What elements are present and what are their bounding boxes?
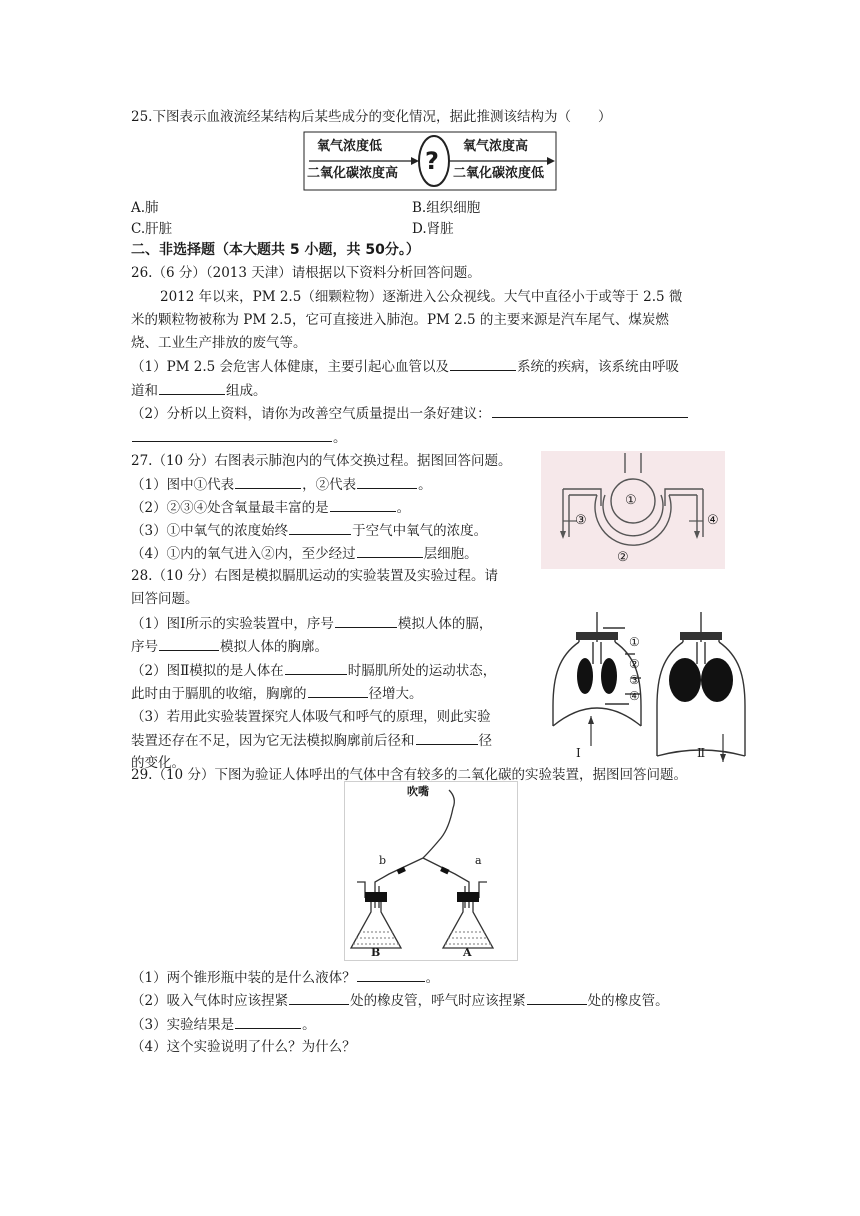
q25-option-c: C.肝脏 bbox=[131, 221, 173, 237]
q27-s4b: 层细胞。 bbox=[423, 546, 478, 562]
answer-blank[interactable] bbox=[357, 544, 423, 558]
fig-label-A: A bbox=[463, 946, 472, 959]
q26-sub-1-cont bbox=[131, 381, 267, 400]
q28-s2b: 时膈肌所处的运动状态， bbox=[347, 663, 497, 679]
q29-sub-1 bbox=[131, 968, 439, 987]
q29-s3a: （3）实验结果是 bbox=[131, 1017, 235, 1033]
fig-label-2: ② bbox=[629, 657, 640, 671]
fig-label-b: b bbox=[379, 854, 387, 867]
answer-blank[interactable] bbox=[235, 1015, 301, 1029]
q29-sub-2 bbox=[131, 991, 669, 1010]
q26-s1a: （1）PM 2.5 会危害人体健康，主要引起心血管以及 bbox=[131, 359, 450, 375]
answer-blank[interactable] bbox=[285, 661, 347, 675]
q27-s3b: 于空气中氧气的浓度。 bbox=[352, 523, 488, 539]
q28-stem-1: 28.（10 分）右图是模拟膈肌运动的实验装置及实验过程。请 bbox=[131, 568, 498, 584]
q26-para-3: 烧、工业生产排放的废气等。 bbox=[131, 335, 307, 351]
q27-sub-3 bbox=[131, 521, 487, 540]
q26-s1b: 系统的疾病，该系统由呼吸 bbox=[517, 359, 680, 375]
fig-label-I: Ⅰ bbox=[576, 746, 581, 760]
fig-label-II: Ⅱ bbox=[697, 746, 706, 760]
answer-blank[interactable] bbox=[308, 684, 368, 698]
answer-blank[interactable] bbox=[289, 991, 349, 1005]
fig-label-B: B bbox=[371, 946, 381, 959]
q26-sub-2 bbox=[131, 404, 689, 423]
q27-s4a: （4）①内的氧气进入②内，至少经过 bbox=[131, 546, 356, 562]
q25-diagram bbox=[303, 131, 557, 191]
q28-stem-2: 回答问题。 bbox=[131, 591, 199, 607]
fig-label-3: ③ bbox=[575, 513, 587, 528]
diagram-left-top: 氧气浓度低 bbox=[317, 139, 383, 154]
q27-s1c: 。 bbox=[418, 477, 432, 493]
diagram-center: ? bbox=[425, 147, 439, 175]
q27-sub-1 bbox=[131, 475, 432, 494]
diagram-right-top: 氧气浓度高 bbox=[463, 139, 529, 154]
q27-s3a: （3）①中氧气的浓度始终 bbox=[131, 523, 289, 539]
q25-option-b: B.组织细胞 bbox=[412, 200, 481, 216]
q29-s1b: 。 bbox=[425, 970, 440, 986]
q28-s2d: 径增大。 bbox=[368, 686, 423, 702]
q29-stem: 29.（10 分）下图为验证人体呼出的气体中含有较多的二氧化碳的实验装置，据图回答问题。 bbox=[131, 767, 687, 783]
q27-s2a: （2）②③④处含氧量最丰富的是 bbox=[131, 500, 329, 516]
answer-blank[interactable] bbox=[159, 637, 219, 651]
answer-blank[interactable] bbox=[527, 991, 587, 1005]
q28-s1c: 序号 bbox=[131, 639, 158, 655]
fig-label-4: ④ bbox=[629, 689, 640, 703]
q26-s1c: 道和 bbox=[131, 383, 158, 399]
fig-label-mouthpiece: 吹嘴 bbox=[407, 785, 429, 798]
q28-sub-3-cont bbox=[131, 731, 492, 750]
q28-s2c: 此时由于膈肌的收缩，胸廓的 bbox=[131, 686, 307, 702]
q28-sub-1-cont bbox=[131, 637, 328, 656]
q26-sub-2-cont bbox=[131, 428, 347, 447]
q29-s1a: （1）两个锥形瓶中装的是什么液体？ bbox=[131, 970, 356, 986]
answer-blank[interactable] bbox=[159, 381, 225, 395]
q29-s2b: 处的橡皮管，呼气时应该捏紧 bbox=[350, 993, 526, 1009]
fig-label-3: ③ bbox=[629, 673, 640, 687]
q28-s2a: （2）图Ⅱ模拟的是人体在 bbox=[131, 663, 284, 679]
bell-jar-diagram bbox=[545, 606, 755, 766]
answer-blank[interactable] bbox=[450, 357, 516, 371]
section-2-title: 二、非选择题（本大题共 5 小题，共 50分。） bbox=[131, 242, 420, 258]
q25-option-a: A.肺 bbox=[131, 200, 159, 216]
q28-sub-3-end: 的变化。 bbox=[131, 755, 185, 771]
q29-sub-3 bbox=[131, 1015, 316, 1034]
q26-para-1: 2012 年以来，PM 2.5（细颗粒物）逐渐进入公众视线。大气中直径小于或等于 2.5 微 bbox=[160, 289, 683, 305]
q28-s1d: 模拟人体的胸廓。 bbox=[220, 639, 328, 655]
answer-blank[interactable] bbox=[335, 614, 397, 628]
q26-s2a: （2）分析以上资料，请你为改善空气质量提出一条好建议： bbox=[131, 406, 491, 422]
q29-s2a: （2）吸入气体时应该捏紧 bbox=[131, 993, 289, 1009]
q28-sub-3: （3）若用此实验装置探究人体吸气和呼气的原理，则此实验 bbox=[131, 709, 491, 725]
fig-label-1: ① bbox=[629, 635, 640, 649]
answer-blank[interactable] bbox=[235, 475, 301, 489]
q26-sub-1 bbox=[131, 357, 679, 376]
q25-stem: 25.下图表示血液流经某结构后某些成分的变化情况，据此推测该结构为（ ） bbox=[131, 109, 612, 125]
diagram-left-bottom: 二氧化碳浓度高 bbox=[307, 166, 399, 181]
q28-s1b: 模拟人体的膈， bbox=[397, 616, 493, 632]
q28-sub-1 bbox=[131, 614, 492, 633]
q28-sub-2-cont bbox=[131, 684, 423, 703]
answer-blank[interactable] bbox=[357, 475, 417, 489]
answer-blank[interactable] bbox=[132, 428, 332, 442]
q26-s1d: 组成。 bbox=[226, 383, 267, 399]
fig-label-a: a bbox=[475, 854, 482, 867]
answer-blank[interactable] bbox=[357, 968, 425, 982]
q28-sub-2 bbox=[131, 661, 496, 680]
q27-s1a: （1）图中①代表 bbox=[131, 477, 235, 493]
q25-option-d: D.肾脏 bbox=[412, 221, 454, 237]
answer-blank[interactable] bbox=[289, 521, 351, 535]
q29-apparatus-figure bbox=[344, 781, 518, 961]
answer-blank[interactable] bbox=[416, 731, 478, 745]
alveolus-diagram bbox=[541, 451, 725, 569]
q26-stem: 26.（6 分）（2013 天津）请根据以下资料分析回答问题。 bbox=[131, 265, 481, 281]
q27-alveolus-figure bbox=[541, 451, 725, 569]
answer-blank[interactable] bbox=[330, 498, 396, 512]
q29-sub-4: （4）这个实验说明了什么？为什么？ bbox=[131, 1039, 356, 1055]
fig-label-1: ① bbox=[625, 493, 637, 508]
q29-s2c: 处的橡皮管。 bbox=[587, 993, 669, 1009]
q28-s1a: （1）图Ⅰ所示的实验装置中，序号 bbox=[131, 616, 334, 632]
q26-s2b: 。 bbox=[333, 430, 347, 446]
q29-s3b: 。 bbox=[302, 1017, 316, 1033]
q28-s3b: 装置还存在不足，因为它无法模拟胸廓前后径和 bbox=[131, 733, 415, 749]
diagram-right-bottom: 二氧化碳浓度低 bbox=[453, 166, 545, 181]
q27-s2b: 。 bbox=[396, 500, 411, 516]
flask-apparatus-diagram bbox=[345, 782, 517, 960]
q28-diaphragm-figure bbox=[545, 606, 755, 766]
q28-s3c: 径 bbox=[478, 733, 492, 749]
q27-s1b: ，②代表 bbox=[302, 477, 357, 493]
answer-blank[interactable] bbox=[492, 404, 688, 418]
q27-stem: 27.（10 分）右图表示肺泡内的气体交换过程。据图回答问题。 bbox=[131, 453, 512, 469]
fig-label-2: ② bbox=[617, 550, 629, 565]
q27-sub-2 bbox=[131, 498, 410, 517]
q26-para-2: 米的颗粒物被称为 PM 2.5，它可直接进入肺泡。PM 2.5 的主要来源是汽车尾气、煤炭燃 bbox=[131, 312, 669, 328]
q27-sub-4 bbox=[131, 544, 478, 563]
fig-label-4: ④ bbox=[707, 513, 719, 528]
